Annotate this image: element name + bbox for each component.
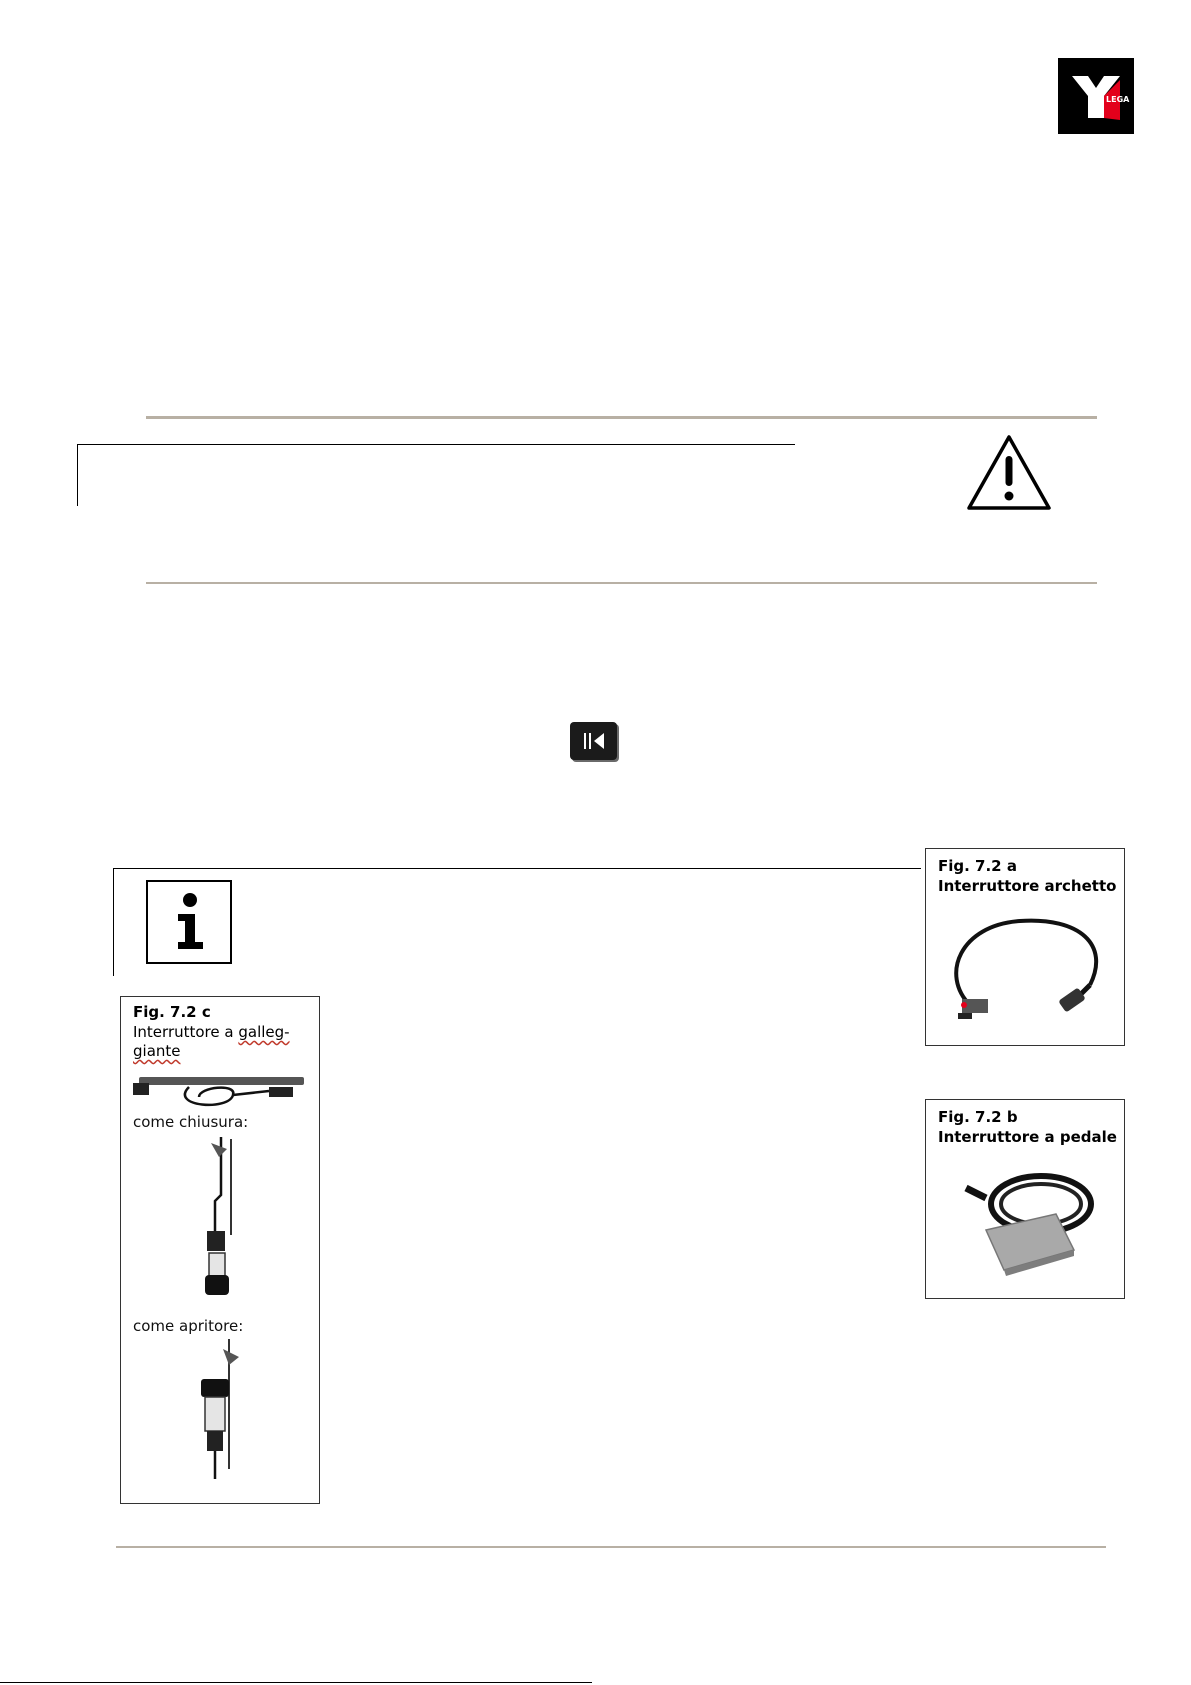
foot-pedal-image [946, 1158, 1106, 1288]
opening-caption: come apritore: [133, 1317, 244, 1335]
float-closing-image [171, 1135, 271, 1305]
warning-triangle-icon [966, 434, 1052, 512]
bottom-rule [0, 1682, 592, 1683]
logo-text: LEGA [1106, 95, 1130, 104]
subtitle-prefix: Interruttore a [133, 1023, 239, 1041]
figure-title: Fig. 7.2 c [133, 1003, 211, 1021]
cable-switch-image [940, 905, 1116, 1035]
float-switch-image [129, 1067, 315, 1115]
info-frame-left [113, 868, 114, 976]
subtitle-word: galleg- [238, 1023, 290, 1041]
figure-subtitle-line2: giante [133, 1042, 181, 1060]
float-opening-image [171, 1339, 271, 1489]
brand-logo [1058, 58, 1134, 134]
section-rule-middle [146, 582, 1097, 584]
figure-subtitle-line1 [133, 1023, 290, 1042]
figure-subtitle: Interruttore archetto [938, 877, 1117, 895]
warning-frame-left [77, 444, 78, 506]
closing-caption: come chiusura: [133, 1113, 249, 1131]
figure-title: Fig. 7.2 b [938, 1108, 1018, 1126]
figure-title: Fig. 7.2 a [938, 857, 1017, 875]
figure-7-2-b [925, 1099, 1125, 1299]
figure-subtitle: Interruttore a pedale [938, 1128, 1117, 1146]
warning-frame-top [77, 444, 795, 445]
skip-previous-icon [570, 722, 617, 760]
info-icon [146, 880, 232, 964]
info-frame-top [113, 868, 921, 869]
section-rule-top [146, 416, 1097, 419]
figure-7-2-a [925, 848, 1125, 1046]
skip-previous-button[interactable] [570, 722, 617, 760]
figure-7-2-c [120, 996, 320, 1504]
footer-rule [116, 1546, 1106, 1548]
